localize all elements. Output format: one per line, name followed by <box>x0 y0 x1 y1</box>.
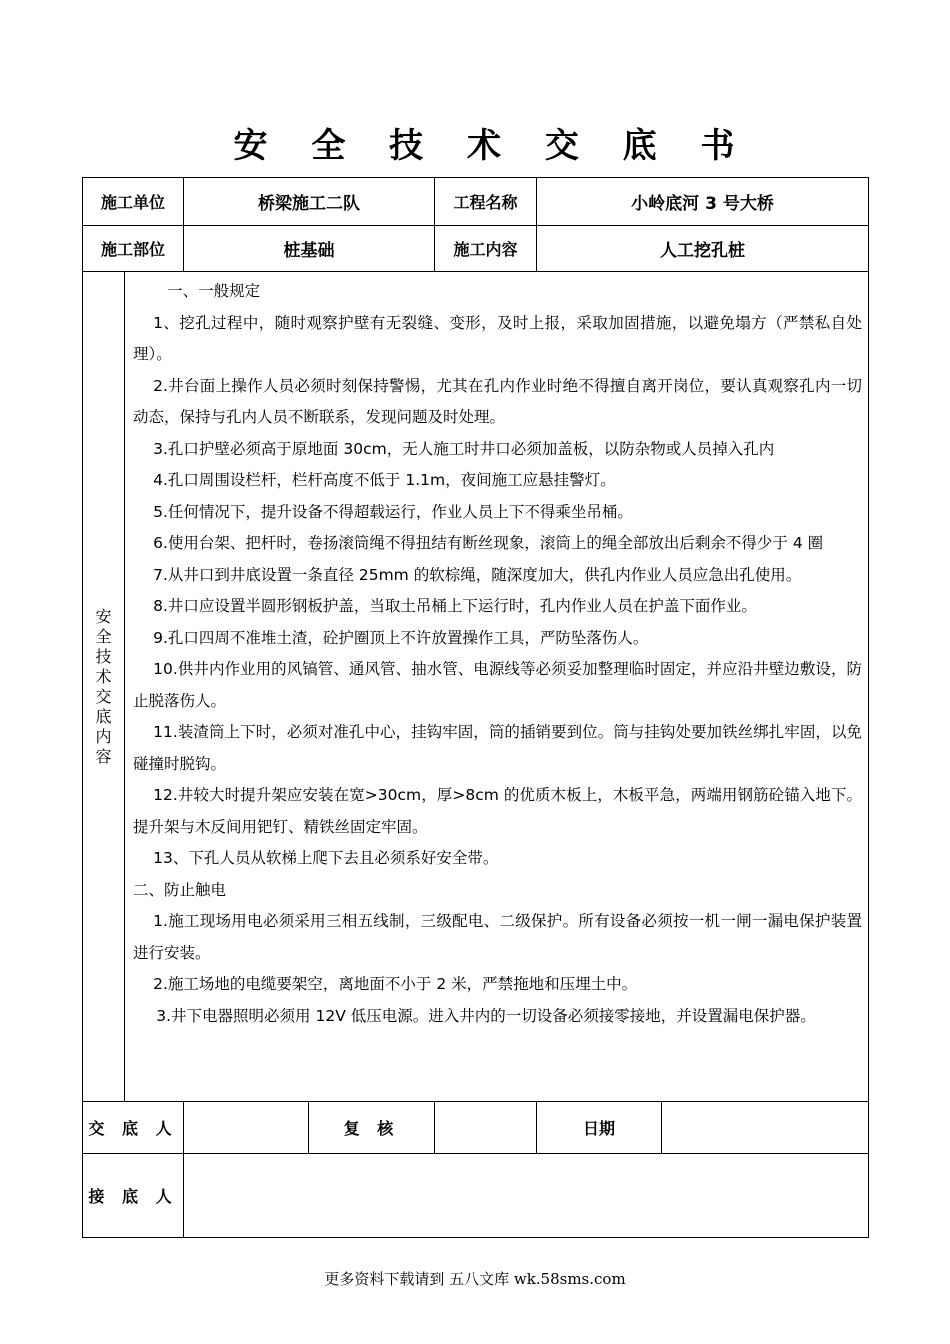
disclosure-table <box>82 177 869 1238</box>
discloser-label: 交 底 人 <box>83 1102 184 1154</box>
receiver-label: 接 底 人 <box>83 1154 184 1238</box>
section-heading: 一、一般规定 <box>167 282 261 300</box>
footer-link-text: 更多资料下载请到 五八文库 wk.58sms.com <box>324 1270 626 1288</box>
rule-item: 10.供井内作业用的风镐管、通风管、抽水管、电源线等必须妥加整理临时固定，并应沿井壁边敷设，防止脱落伤人。 <box>133 660 863 710</box>
content-label: 施工内容 <box>435 226 537 272</box>
document-title: 安 全 技 术 交 底 书 <box>233 126 751 166</box>
date-field[interactable] <box>662 1102 869 1154</box>
discloser-field[interactable] <box>184 1102 309 1154</box>
side-label: 安全技术交底内容 <box>95 606 112 766</box>
rule-item: 2.施工场地的电缆要架空，离地面不小于 2 米，严禁拖地和压埋土中。 <box>153 975 638 993</box>
date-label: 日期 <box>537 1102 662 1154</box>
rule-item: 3.井下电器照明必须用 12V 低压电源。进入井内的一切设备必须接零接地，并设置漏电保护器。 <box>156 1006 816 1025</box>
rule-item: 12.井较大时提升架应安装在宽>30cm，厚>8cm 的优质木板上，木板平急，两端用钢筋砼锚入地下。提升架与木反间用钯钉、精铁丝固定牢固。 <box>133 786 863 836</box>
project-label: 工程名称 <box>435 178 537 226</box>
rule-item: 5.任何情况下，提升设备不得超载运行，作业人员上下不得乘坐吊桶。 <box>153 502 633 521</box>
paragraph-list <box>133 276 862 1032</box>
rule-item: 1.施工现场用电必须采用三相五线制，三级配电、二级保护。所有设备必须按一机一闸一漏电保护装置进行安装。 <box>133 912 863 962</box>
rule-item: 13、下孔人员从软梯上爬下去且必须系好安全带。 <box>153 849 499 867</box>
section-heading: 二、防止触电 <box>133 880 227 899</box>
receiver-row <box>83 1154 869 1238</box>
rule-item: 4.孔口周围设栏杆，栏杆高度不低于 1.1m，夜间施工应悬挂警灯。 <box>153 471 616 489</box>
rule-item: 2.井台面上操作人员必须时刻保持警惕，尤其在孔内作业时绝不得擅自离开岗位，要认真观察孔内一切动态，保持与孔内人员不断联系，发现问题及时处理。 <box>133 376 863 426</box>
rule-item: 1、挖孔过程中，随时观察护壁有无裂缝、变形，及时上报，采取加固措施，以避免塌方（严禁私自处理）。 <box>133 313 863 363</box>
part-label: 施工部位 <box>83 226 184 272</box>
reviewer-label: 复 核 <box>309 1102 435 1154</box>
rule-item: 7.从井口到井底设置一条直径 25mm 的软棕绳，随深度加大，供孔内作业人员应急出孔使用。 <box>153 565 802 584</box>
content-row <box>83 272 869 1102</box>
rule-item: 8.井口应设置半圆形钢板护盖，当取土吊桶上下运行时，孔内作业人员在护盖下面作业。 <box>153 597 757 615</box>
side-label-cell <box>83 272 125 1102</box>
reviewer-field[interactable] <box>435 1102 537 1154</box>
header-row-1 <box>83 178 869 226</box>
part-value: 桩基础 <box>184 226 435 272</box>
signature-row <box>83 1102 869 1154</box>
receiver-field[interactable] <box>184 1154 869 1238</box>
rule-item: 6.使用台架、把杆时，卷扬滚筒绳不得扭结有断丝现象，滚筒上的绳全部放出后剩余不得少于 4 圈 <box>153 534 824 552</box>
rule-item: 11.装渣筒上下时，必须对准孔中心，挂钩牢固，筒的插销要到位。筒与挂钩处要加铁丝绑扎牢固，以免碰撞时脱钩。 <box>133 723 863 773</box>
project-value: 小岭底河 3 号大桥 <box>537 178 869 226</box>
disclosure-content <box>125 272 869 1102</box>
unit-value: 桥梁施工二队 <box>184 178 435 226</box>
header-row-2 <box>83 226 869 272</box>
content-value: 人工挖孔桩 <box>537 226 869 272</box>
unit-label: 施工单位 <box>83 178 184 226</box>
rule-item: 3.孔口护壁必须高于原地面 30cm，无人施工时井口必须加盖板，以防杂物或人员掉入孔内 <box>153 439 775 458</box>
rule-item: 9.孔口四周不准堆土渣，砼护圈顶上不许放置操作工具，严防坠落伤人。 <box>153 628 649 647</box>
